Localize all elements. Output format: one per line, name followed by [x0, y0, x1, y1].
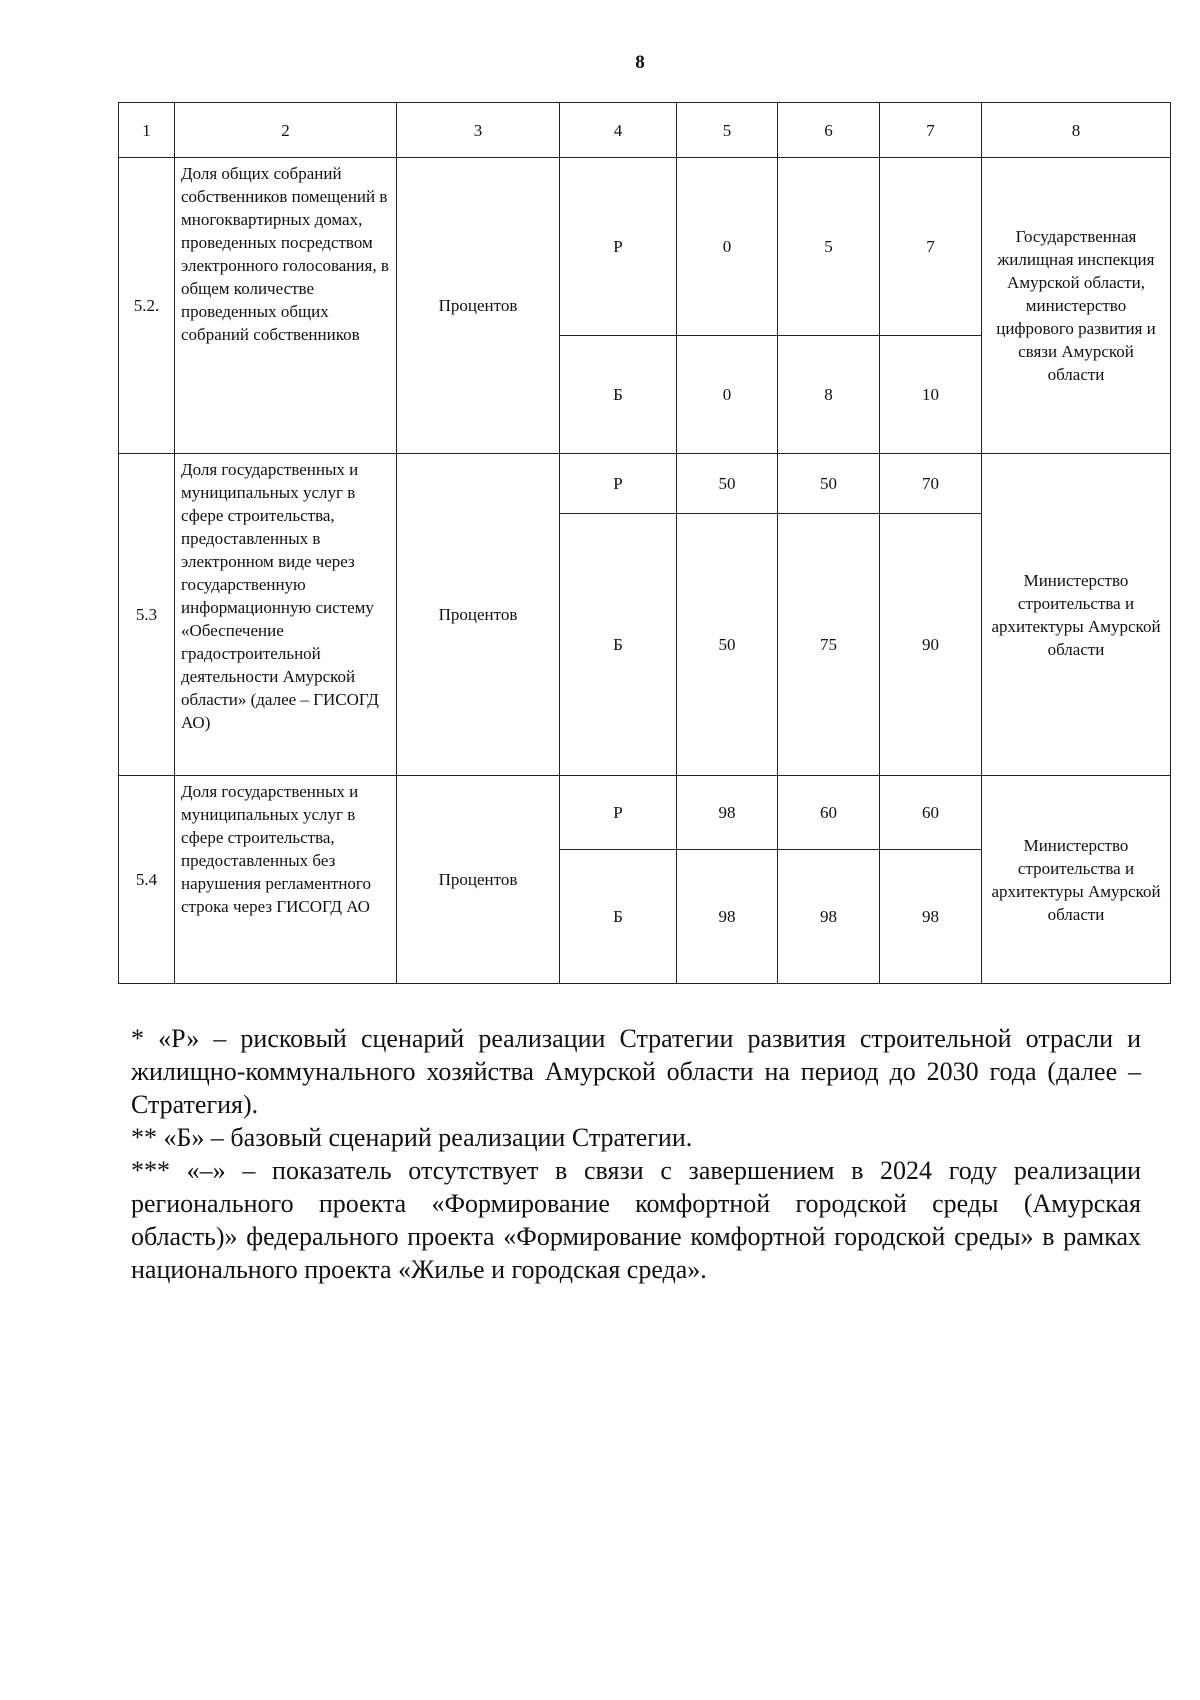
footnote-base-scenario: ** «Б» – базовый сценарий реализации Стратегии. [131, 1123, 693, 1152]
header-cell: 8 [982, 103, 1171, 158]
responsible-body: Министерство строительства и архитектуры Амурской области [982, 454, 1171, 776]
table-row [119, 454, 1171, 514]
value-cell: 98 [778, 850, 880, 984]
value-cell: 98 [677, 776, 778, 850]
header-cell: 4 [560, 103, 677, 158]
indicator-unit: Процентов [397, 776, 560, 984]
value-cell: 8 [778, 336, 880, 454]
indicator-name: Доля государственных и муниципальных услуг в сфере строительства, предоставленных без нарушения регламентного строка через ГИСОГД АО [175, 776, 397, 984]
header-cell: 5 [677, 103, 778, 158]
table-row [119, 158, 1171, 336]
indicators-table [118, 102, 1171, 984]
value-cell: 90 [880, 514, 982, 776]
scenario-code: Б [560, 336, 677, 454]
header-cell: 7 [880, 103, 982, 158]
value-cell: 0 [677, 158, 778, 336]
value-cell: 60 [880, 776, 982, 850]
value-cell: 5 [778, 158, 880, 336]
header-cell: 3 [397, 103, 560, 158]
value-cell: 98 [677, 850, 778, 984]
value-cell: 98 [880, 850, 982, 984]
indicator-name: Доля общих собраний собственников помещений в многоквартирных домах, проведенных посредством электронного голосования, в общем количестве проведенных общих собраний собственников [175, 158, 397, 454]
page-number: 8 [635, 52, 645, 73]
scenario-code: Б [560, 514, 677, 776]
header-cell: 2 [175, 103, 397, 158]
table-header-row [119, 103, 1171, 158]
value-cell: 7 [880, 158, 982, 336]
scenario-code: Б [560, 850, 677, 984]
header-cell: 6 [778, 103, 880, 158]
value-cell: 75 [778, 514, 880, 776]
responsible-body: Государственная жилищная инспекция Амурской области, министерство цифрового развития и связи Амурской области [982, 158, 1171, 454]
value-cell: 50 [677, 454, 778, 514]
header-cell: 1 [119, 103, 175, 158]
indicator-number: 5.3 [119, 454, 175, 776]
indicator-unit: Процентов [397, 158, 560, 454]
indicator-number: 5.4 [119, 776, 175, 984]
value-cell: 70 [880, 454, 982, 514]
responsible-body: Министерство строительства и архитектуры Амурской области [982, 776, 1171, 984]
value-cell: 50 [778, 454, 880, 514]
scenario-code: Р [560, 454, 677, 514]
table-row [119, 776, 1171, 850]
indicator-unit: Процентов [397, 454, 560, 776]
scenario-code: Р [560, 776, 677, 850]
value-cell: 50 [677, 514, 778, 776]
scenario-code: Р [560, 158, 677, 336]
value-cell: 0 [677, 336, 778, 454]
footnote-missing-indicator: *** «–» – показатель отсутствует в связи с завершением в 2024 году реализации регионального проекта «Формирование комфортной городской среды (Амурская область)» федерального проекта «Формирование комфортной городской среды» в рамках национального проекта «Жилье и городская среда». [131, 1156, 1141, 1284]
indicator-name: Доля государственных и муниципальных услуг в сфере строительства, предоставленных в электронном виде через государственную информационную систему «Обеспечение градостроительной деятельности Амурской области» (далее – ГИСОГД АО) [175, 454, 397, 776]
footnote-risk-scenario: * «Р» – рисковый сценарий реализации Стратегии развития строительной отрасли и жилищно-коммунального хозяйства Амурской области на период до 2030 года (далее – Стратегия). [131, 1024, 1141, 1119]
value-cell: 10 [880, 336, 982, 454]
footnotes [131, 1022, 1141, 1286]
value-cell: 60 [778, 776, 880, 850]
indicator-number: 5.2. [119, 158, 175, 454]
